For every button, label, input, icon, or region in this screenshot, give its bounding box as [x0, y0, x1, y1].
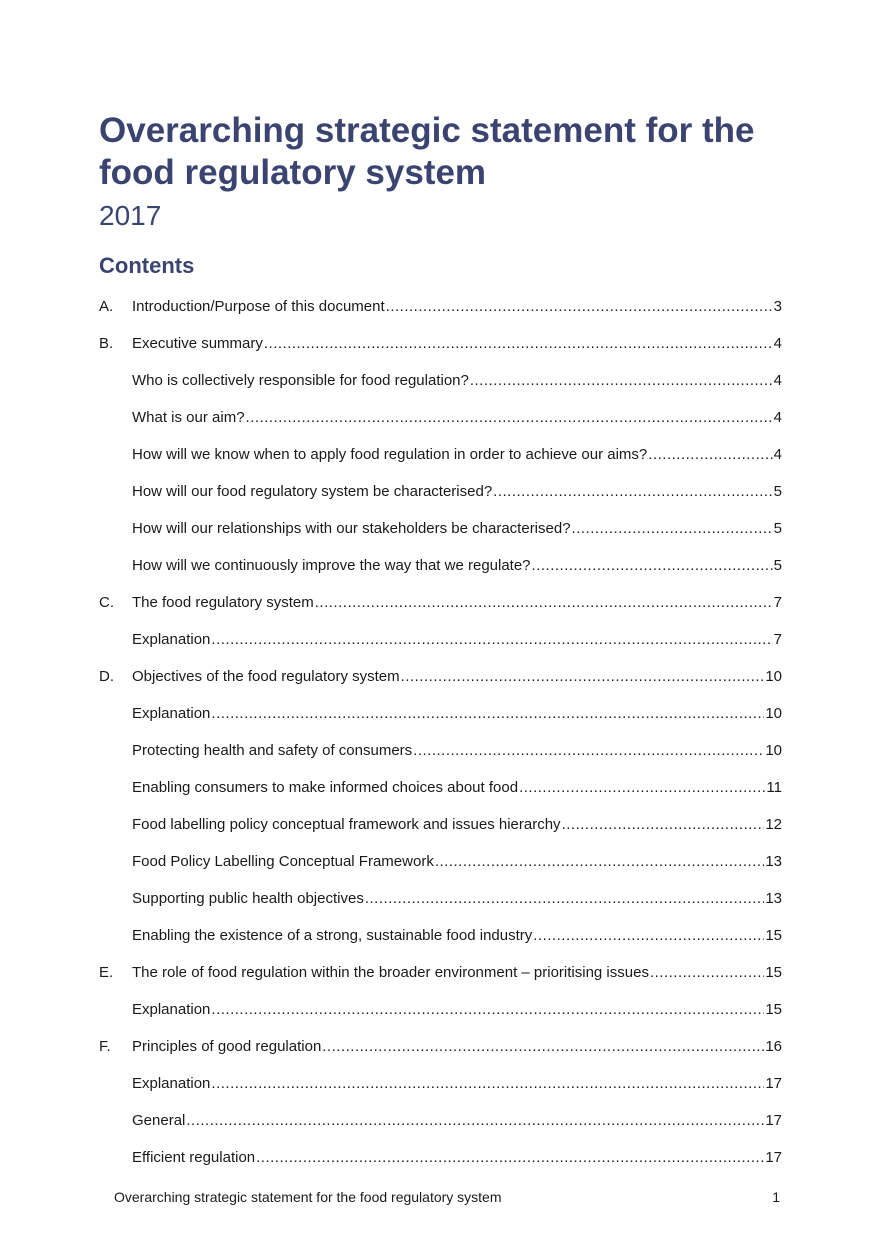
toc-dot-leader	[386, 298, 773, 315]
toc-entry-page[interactable]: 10	[765, 705, 782, 722]
toc-dot-leader	[435, 853, 764, 870]
toc-entry-page[interactable]: 5	[773, 520, 782, 537]
toc-dot-leader	[493, 483, 772, 500]
table-of-contents	[99, 288, 782, 1176]
toc-dot-leader	[401, 668, 765, 685]
toc-entry[interactable]	[99, 843, 782, 880]
toc-entry-letter: E.	[99, 964, 114, 981]
toc-entry[interactable]	[99, 325, 782, 362]
toc-entry-page[interactable]: 4	[773, 335, 782, 352]
toc-dot-leader	[211, 705, 764, 722]
toc-entry-title[interactable]: Efficient regulation	[132, 1149, 256, 1166]
toc-entry-page[interactable]: 15	[765, 1001, 782, 1018]
toc-entry-title[interactable]: How will we know when to apply food regulation in order to achieve our aims?	[132, 446, 648, 463]
toc-entry[interactable]	[99, 510, 782, 547]
toc-entry-page[interactable]: 4	[773, 409, 782, 426]
toc-entry-title[interactable]: The food regulatory system	[132, 594, 314, 611]
toc-entry-title[interactable]: Explanation	[132, 631, 211, 648]
toc-dot-leader	[264, 335, 773, 352]
toc-entry[interactable]	[99, 362, 782, 399]
toc-entry[interactable]	[99, 769, 782, 806]
toc-entry-letter: A.	[99, 298, 114, 315]
toc-entry[interactable]	[99, 547, 782, 584]
toc-entry-page[interactable]: 17	[765, 1075, 782, 1092]
toc-entry-title[interactable]: Food labelling policy conceptual framework and issues hierarchy	[132, 816, 561, 833]
footer-page-number: 1	[772, 1189, 780, 1205]
toc-entry[interactable]	[99, 658, 782, 695]
toc-entry-title[interactable]: Who is collectively responsible for food regulation?	[132, 372, 469, 389]
toc-entry[interactable]	[99, 917, 782, 954]
toc-entry[interactable]	[99, 991, 782, 1028]
toc-entry-page[interactable]: 16	[765, 1038, 782, 1055]
toc-dot-leader	[186, 1112, 764, 1129]
toc-entry-letter: D.	[99, 668, 114, 685]
toc-entry-title[interactable]: Introduction/Purpose of this document	[132, 298, 385, 315]
toc-entry-title[interactable]: Explanation	[132, 1001, 211, 1018]
document-title: Overarching strategic statement for the food regulatory system	[99, 111, 755, 192]
toc-entry-page[interactable]: 10	[765, 668, 782, 685]
toc-entry-title[interactable]: Explanation	[132, 705, 211, 722]
toc-entry-page[interactable]: 11	[766, 779, 782, 796]
toc-entry[interactable]	[99, 695, 782, 732]
toc-entry-page[interactable]: 3	[773, 298, 782, 315]
toc-entry[interactable]	[99, 436, 782, 473]
toc-dot-leader	[211, 1001, 764, 1018]
toc-entry-page[interactable]: 15	[765, 927, 782, 944]
toc-entry-page[interactable]: 4	[773, 372, 782, 389]
toc-dot-leader	[246, 409, 773, 426]
toc-dot-leader	[211, 631, 772, 648]
toc-entry-title[interactable]: What is our aim?	[132, 409, 245, 426]
toc-dot-leader	[315, 594, 773, 611]
toc-entry-title[interactable]: Protecting health and safety of consumers	[132, 742, 413, 759]
toc-dot-leader	[533, 927, 764, 944]
toc-entry[interactable]	[99, 288, 782, 325]
toc-entry[interactable]	[99, 732, 782, 769]
toc-entry-letter: C.	[99, 594, 114, 611]
toc-dot-leader	[648, 446, 772, 463]
toc-dot-leader	[413, 742, 764, 759]
document-year: 2017	[99, 200, 162, 231]
toc-entry-page[interactable]: 5	[773, 483, 782, 500]
toc-dot-leader	[211, 1075, 764, 1092]
toc-entry-page[interactable]: 10	[765, 742, 782, 759]
toc-entry-title[interactable]: How will our relationships with our stakeholders be characterised?	[132, 520, 571, 537]
toc-dot-leader	[532, 557, 773, 574]
toc-entry-page[interactable]: 15	[765, 964, 782, 981]
toc-entry-title[interactable]: Food Policy Labelling Conceptual Framework	[132, 853, 434, 870]
footer-title: Overarching strategic statement for the food regulatory system	[114, 1189, 502, 1205]
toc-entry-page[interactable]: 13	[765, 890, 782, 907]
toc-entry[interactable]	[99, 399, 782, 436]
toc-entry[interactable]	[99, 584, 782, 621]
toc-entry-page[interactable]: 13	[765, 853, 782, 870]
toc-entry[interactable]	[99, 1028, 782, 1065]
toc-entry-title[interactable]: Enabling consumers to make informed choices about food	[132, 779, 519, 796]
toc-entry-title[interactable]: General	[132, 1112, 186, 1129]
contents-heading: Contents	[99, 253, 195, 278]
toc-entry-page[interactable]: 5	[773, 557, 782, 574]
toc-entry-page[interactable]: 7	[773, 631, 782, 648]
toc-entry[interactable]	[99, 473, 782, 510]
toc-dot-leader	[572, 520, 773, 537]
toc-entry-title[interactable]: Executive summary	[132, 335, 263, 352]
toc-entry[interactable]	[99, 1065, 782, 1102]
toc-entry-page[interactable]: 17	[765, 1112, 782, 1129]
toc-entry-title[interactable]: How will we continuously improve the way that we regulate?	[132, 557, 531, 574]
toc-dot-leader	[519, 779, 765, 796]
toc-entry-title[interactable]: Enabling the existence of a strong, sustainable food industry	[132, 927, 533, 944]
toc-entry[interactable]	[99, 1102, 782, 1139]
toc-entry-title[interactable]: Explanation	[132, 1075, 211, 1092]
toc-dot-leader	[256, 1149, 764, 1166]
toc-entry-page[interactable]: 12	[765, 816, 782, 833]
toc-entry-title[interactable]: The role of food regulation within the broader environment – prioritising issues	[132, 964, 649, 981]
toc-entry-letter: B.	[99, 335, 114, 352]
toc-entry-title[interactable]: Objectives of the food regulatory system	[132, 668, 400, 685]
toc-entry[interactable]	[99, 880, 782, 917]
toc-entry-page[interactable]: 4	[773, 446, 782, 463]
toc-entry-page[interactable]: 17	[765, 1149, 782, 1166]
toc-dot-leader	[650, 964, 764, 981]
toc-entry-title[interactable]: How will our food regulatory system be characterised?	[132, 483, 493, 500]
toc-entry[interactable]	[99, 954, 782, 991]
toc-entry-letter: F.	[99, 1038, 111, 1055]
toc-entry-page[interactable]: 7	[773, 594, 782, 611]
toc-entry-title[interactable]: Principles of good regulation	[132, 1038, 322, 1055]
toc-entry[interactable]	[99, 621, 782, 658]
toc-entry[interactable]	[99, 806, 782, 843]
toc-entry[interactable]	[99, 1139, 782, 1176]
toc-dot-leader	[562, 816, 765, 833]
toc-dot-leader	[470, 372, 773, 389]
toc-dot-leader	[365, 890, 764, 907]
toc-dot-leader	[322, 1038, 764, 1055]
toc-entry-title[interactable]: Supporting public health objectives	[132, 890, 364, 907]
